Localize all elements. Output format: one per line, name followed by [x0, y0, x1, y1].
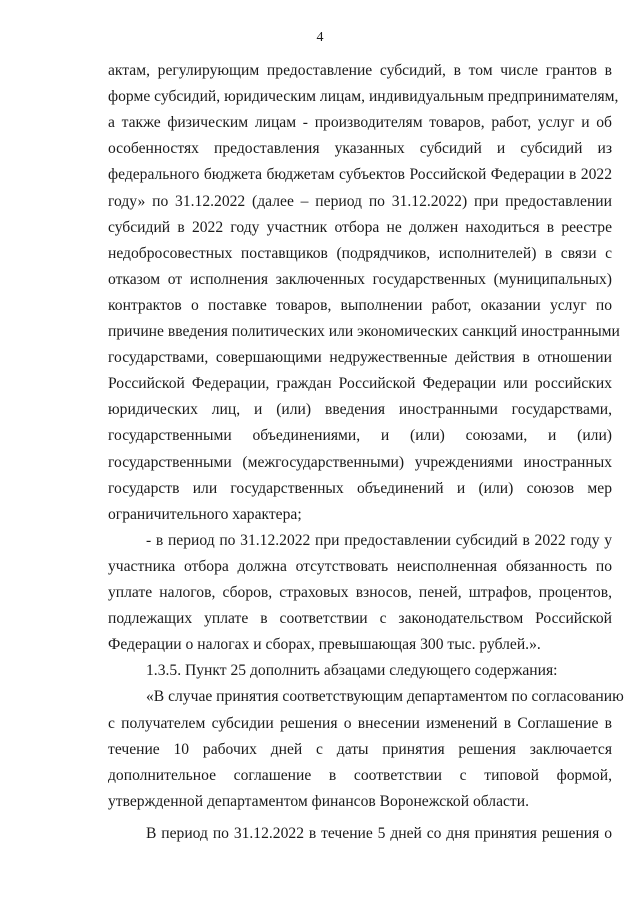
text-line: уплате налогов, сборов, страховых взносов, пеней, штрафов, процентов, [108, 584, 612, 601]
text-line: утвержденной департаментом финансов Воронежской области. [108, 792, 529, 810]
text-line: федерального бюджета бюджетам субъектов Российской Федерации в 2022 [108, 166, 612, 184]
text-line: государств или государственных объединений и (или) союзов мер [108, 479, 612, 497]
text-line: ограничительного характера; [108, 505, 302, 523]
text-line: В период по 31.12.2022 в течение 5 дней со дня принятия решения о [146, 824, 612, 842]
text-line: подлежащих уплате в соответствии с законодательством Российской [108, 610, 612, 628]
text-line: Федерации о налогах и сборах, превышающая 300 тыс. рублей.». [108, 636, 541, 654]
text-line: форме субсидий, юридическим лицам, индивидуальным предпринимателям, [108, 88, 619, 106]
text-line: причине введения политических или экономических санкций иностранными [108, 323, 620, 340]
text-line: 1.3.5. Пункт 25 дополнить абзацами следующего содержания: [146, 662, 558, 680]
text-line: субсидий в 2022 году участник отбора не должен находиться в реестре [108, 218, 612, 236]
text-line: государствами, совершающими недружественные действия в отношении [108, 349, 612, 367]
text-line: течение 10 рабочих дней с даты принятия решения заключается [108, 740, 612, 758]
text-line: недобросовестных поставщиков (подрядчиков, исполнителей) в связи с [108, 244, 612, 262]
text-line: государственными (межгосударственными) учреждениями иностранных [108, 453, 612, 471]
page-number: 4 [316, 30, 324, 45]
text-line: а также физическим лицам - производителям товаров, работ, услуг и об [108, 114, 612, 132]
text-line: отказом от исполнения заключенных государственных (муниципальных) [108, 270, 612, 288]
text-line: дополнительное соглашение в соответствии с типовой формой, [108, 766, 612, 784]
text-line: - в период по 31.12.2022 при предоставлении субсидий в 2022 году у [146, 531, 612, 549]
text-line: «В случае принятия соответствующим департаментом по согласованию [146, 688, 624, 706]
text-line: году» по 31.12.2022 (далее – период по 31.12.2022) при предоставлении [108, 192, 612, 210]
text-line: юридических лиц, и (или) введения иностранными государствами, [108, 401, 612, 419]
text-line: особенностях предоставления указанных субсидий и субсидий из [108, 140, 612, 158]
text-line: актам, регулирующим предоставление субсидий, в том числе грантов в [108, 62, 612, 79]
text-line: участника отбора должна отсутствовать неисполненная обязанность по [108, 557, 612, 575]
text-line: государственными объединениями, и (или) союзами, и (или) [108, 427, 612, 445]
text-line: с получателем субсидии решения о внесении изменений в Соглашение в [108, 714, 612, 732]
text-line: Российской Федерации, граждан Российской Федерации или российских [108, 375, 612, 393]
text-line: контрактов о поставке товаров, выполнении работ, оказании услуг по [108, 296, 612, 314]
